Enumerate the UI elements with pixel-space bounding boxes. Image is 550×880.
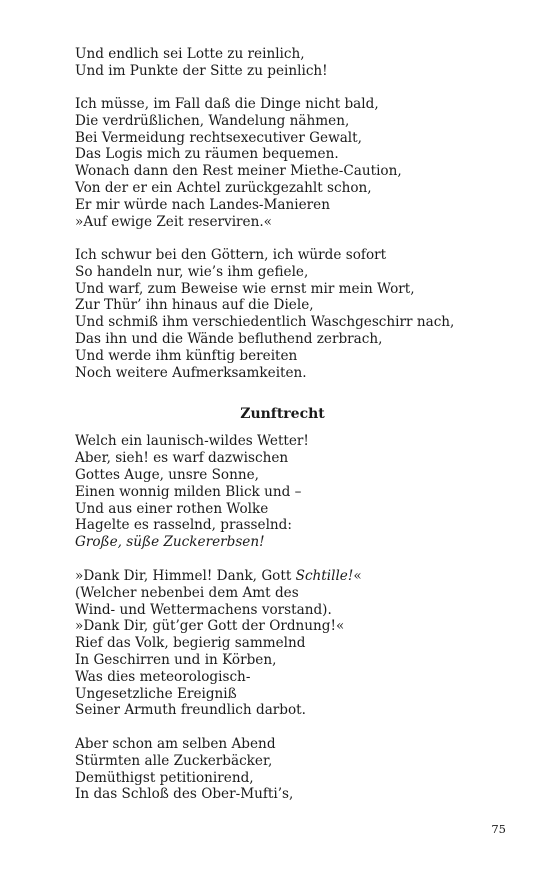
verse-text: « [353, 567, 362, 584]
verse-line: Seiner Armuth freundlich darbot. [75, 702, 306, 719]
verse-line: Welch ein launisch-wildes Wetter! [75, 433, 309, 450]
verse-line: Und aus einer rothen Wolke [75, 500, 269, 517]
stanza-1 [75, 46, 515, 80]
verse-line: Gottes Auge, unsre Sonne, [75, 466, 259, 483]
verse-line: »Auf ewige Zeit reserviren.« [75, 213, 272, 230]
verse-line: Die verdrüßlichen, Wandelung nähmen, [75, 112, 350, 129]
verse-line: Noch weitere Aufmerksamkeiten. [75, 364, 307, 381]
verse-line-italic: Große, süße Zuckererbsen! [75, 534, 265, 551]
verse-line: »Dank Dir, güt’ger Gott der Ordnung!« [75, 618, 345, 635]
verse-line: Und im Punkte der Sitte zu peinlich! [75, 62, 328, 79]
stanza-3 [75, 247, 515, 381]
verse-text: »Dank Dir, Himmel! Dank, Gott [75, 567, 296, 584]
verse-line: Einen wonnig milden Blick und – [75, 483, 302, 500]
verse-line: Ich müsse, im Fall daß die Dinge nicht bald, [75, 96, 379, 113]
stanza-4 [75, 433, 515, 551]
verse-line: Und endlich sei Lotte zu reinlich, [75, 46, 305, 62]
verse-line: Stürmten alle Zuckerbäcker, [75, 752, 273, 769]
verse-line: Hagelte es rasselnd, prasselnd: [75, 517, 292, 534]
verse-line: In Geschirren und in Körben, [75, 651, 277, 668]
verse-line: Das ihn und die Wände befluthend zerbrach, [75, 330, 383, 347]
verse-line: Und schmiß ihm verschiedentlich Waschgeschirr nach, [75, 314, 455, 331]
verse-line: Wonach dann den Rest meiner Miethe-Caution, [75, 163, 402, 180]
verse-line: So handeln nur, wie’s ihm gefiele, [75, 263, 309, 280]
verse-line: (Welcher nebenbei dem Amt des [75, 584, 299, 601]
stanza-5 [75, 568, 515, 719]
verse-line: Und warf, zum Beweise wie ernst mir mein Wort, [75, 280, 415, 297]
verse-line: Ungesetzliche Ereigniß [75, 685, 237, 702]
verse-italic-name: Schtille! [295, 567, 354, 584]
poem-page [75, 46, 515, 803]
stanza-2 [75, 96, 515, 230]
stanza-6 [75, 736, 515, 803]
verse-line: In das Schloß des Ober-Mufti’s, [75, 786, 294, 803]
verse-line: Bei Vermeidung rechtsexecutiver Gewalt, [75, 129, 362, 146]
verse-line: Rief das Volk, begierig sammelnd [75, 635, 306, 652]
verse-line: Was dies meteorologisch- [75, 668, 251, 685]
verse-line: Zur Thür’ ihn hinaus auf die Diele, [75, 297, 314, 314]
verse-line: Ich schwur bei den Göttern, ich würde sofort [75, 246, 387, 263]
page-number: 75 [491, 822, 506, 836]
poem-title: Zunftrecht [240, 406, 325, 423]
verse-line: Aber, sieh! es warf dazwischen [75, 450, 289, 467]
verse-line: Von der er ein Achtel zurückgezahlt schon, [75, 180, 372, 197]
verse-line: Und werde ihm künftig bereiten [75, 347, 298, 364]
verse-line: Er mir würde nach Landes-Manieren [75, 196, 330, 213]
verse-line [75, 568, 515, 585]
verse-line: Wind- und Wettermachens vorstand). [75, 601, 332, 618]
verse-line: Demüthigst petitionirend, [75, 769, 254, 786]
verse-line: Aber schon am selben Abend [75, 736, 276, 753]
verse-line: Das Logis mich zu räumen bequemen. [75, 146, 339, 163]
